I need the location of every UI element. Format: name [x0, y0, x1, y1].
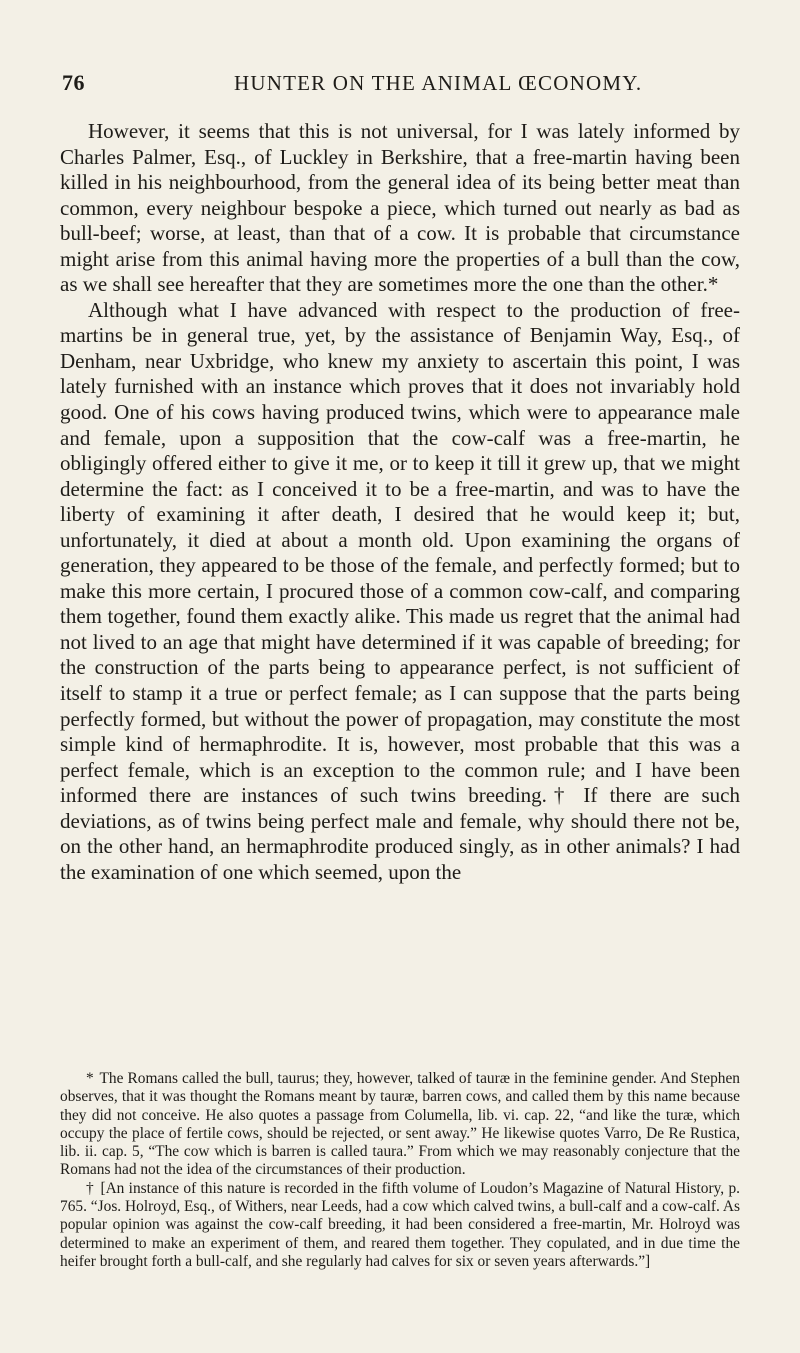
- footnote-marker: *: [86, 1070, 94, 1087]
- main-text: [60, 119, 740, 885]
- footnote: [60, 1180, 740, 1271]
- paragraph: However, it seems that this is not universal, for I was lately informed by Charles Palmer, Esq., of Luckley in Berkshire, that a free-martin having been killed in his neighbourhood, from the general idea of its being better meat than common, every neighbour bespoke a piece, which turned out nearly as bad as bull-beef; worse, at least, than that of a cow. It is probable that circumstance might arise from this animal having more the properties of a bull than the cow, as we shall see hereafter that they are sometimes more the one than the other.*: [60, 119, 740, 297]
- running-title: HUNTER ON THE ANIMAL ŒCONOMY.: [234, 71, 643, 95]
- footnote-text: The Romans called the bull, taurus; they, however, talked of tauræ in the feminine gender. And Stephen observes, that it was thought the Romans meant by tauræ, barren cows, and called them by this name because they did not conceive. He also quotes a passage from Columella, lib. vi. cap. 22, “and like the turæ, which occupy the place of fertile cows, should be rejected, or sent away.” He likewise quotes Varro, De Re Rustica, lib. ii. cap. 5, “The cow which is barren is called taura.” From which we may reasonably conjecture that the Romans had not the idea of the circumstances of their production.: [60, 1070, 740, 1179]
- footnote-marker: †: [86, 1179, 95, 1197]
- footnotes: [60, 1070, 740, 1271]
- footnote: [60, 1070, 740, 1180]
- page-number: 76: [62, 70, 85, 95]
- page-header: [62, 70, 742, 100]
- footnote-text: [An instance of this nature is recorded in the fifth volume of Loudon’s Magazine of Natural History, p. 765. “Jos. Holroyd, Esq., of Withers, near Leeds, had a cow which calved twins, a bull-calf and a cow-calf. As popular opinion was against the cow-calf breeding, it had been considered a free-martin, Mr. Holroyd was determined to make an experiment of them, and reared them together. They copulated, and in due time the heifer brought forth a bull-calf, and she regularly had calves for six or seven years afterwards.”]: [60, 1179, 740, 1270]
- paragraph: Although what I have advanced with respect to the production of free-martins be in general true, yet, by the assistance of Benjamin Way, Esq., of Denham, near Uxbridge, who knew my anxiety to ascertain this point, I was lately furnished with an instance which proves that it does not invariably hold good. One of his cows having produced twins, which were to appearance male and female, upon a supposition that the cow-calf was a free-martin, he obligingly offered either to give it me, or to keep it till it grew up, that we might determine the fact: as I conceived it to be a free-martin, and was to have the liberty of examining it after death, I desired that he would keep it; but, unfortunately, it died at about a month old. Upon examining the organs of generation, they appeared to be those of the female, and perfectly formed; but to make this more certain, I procured those of a common cow-calf, and comparing them together, found them exactly alike. This made us regret that the animal had not lived to an age that might have determined if it was capable of breeding; for the construction of the parts being to appearance perfect, is not sufficient of itself to stamp it a true or perfect female; as I can suppose that the parts being perfectly formed, but without the power of propagation, may constitute the most simple kind of hermaphrodite. It is, however, most probable that this was a perfect female, which is an exception to the common rule; and I have been informed there are instances of such twins breeding.† If there are such deviations, as of twins being perfect male and female, why should there not be, on the other hand, an hermaphrodite produced singly, as in other animals? I had the examination of one which seemed, upon the: [60, 297, 740, 884]
